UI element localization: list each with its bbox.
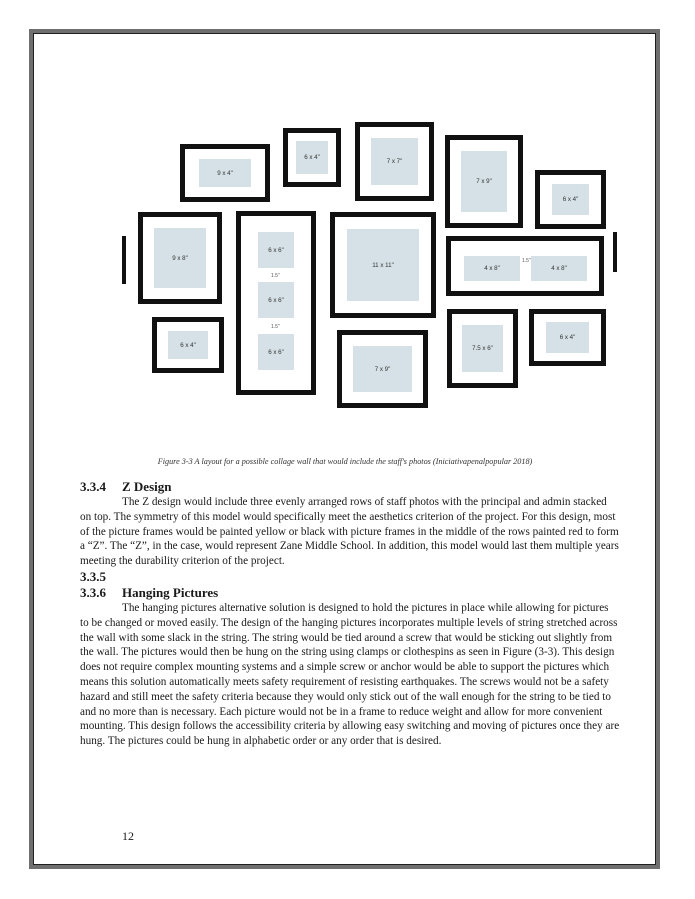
frame-size-label: 6 x 4" (304, 154, 320, 161)
section-heading (80, 585, 620, 601)
page-number: 12 (122, 829, 134, 843)
section-number: 3.3.4 (80, 479, 106, 494)
frame-size-label: 7 x 9" (476, 178, 492, 185)
frame-size-label: 6 x 6" (268, 348, 284, 356)
picture-frame (283, 128, 341, 187)
picture-frame (152, 317, 224, 373)
left-edge-frame (122, 236, 126, 284)
section-heading (80, 479, 620, 495)
right-edge-frame (613, 232, 617, 272)
gap-label: 1.5" (522, 258, 531, 264)
picture-frame (337, 330, 428, 408)
frame-size-label: 9 x 8" (172, 254, 188, 262)
picture-frame-wide (446, 236, 604, 296)
picture-frame (355, 122, 434, 201)
section-empty (80, 569, 620, 585)
section-number: 3.3.6 (80, 585, 106, 600)
gap-label: 1.5" (271, 324, 280, 330)
section-body: The hanging pictures alternative solution is designed to hold the pictures in place while allowing for pictures to be changed or moved easily. The design of the hanging pictures incorporates multiple levels of string stretched across the wall with some slack in the string. The string would be tied around a screw that would be sticking out slightly from the wall. The pictures would then be hung on the string using clamps or clothespins as seen in Figure (3-3). This design does not require complex mounting systems and a simple screw or anchor would be able to support the pictures which means this solution automatically meets safety requirement of resisting earthquakes. The screws would not be a safety hazard and still meet the safety criteria because they would only stick out of the wall enough for the string to be tied to and no more than is necessary. Each picture would not be in a frame to reduce weight and allow for more convenient mounting. This design follows the accessibility criteria by allowing easy switching and moving of pictures once they are hung. The pictures could be hung in alphabetic order or any order that is desired. (80, 602, 620, 748)
frame-size-label: 6 x 4" (559, 334, 576, 341)
picture-frame (180, 144, 270, 202)
picture-frame (138, 212, 222, 304)
frame-size-label: 4 x 8" (484, 265, 500, 272)
frame-size-label: 6 x 4" (562, 196, 579, 203)
picture-frame (529, 309, 606, 366)
picture-frame (445, 135, 523, 228)
frame-size-label: 7 x 9" (374, 365, 391, 373)
frame-size-label: 6 x 4" (180, 341, 196, 349)
section-heading (80, 569, 620, 585)
figure-caption: Figure 3-3 A layout for a possible collage wall that would include the staff's photos (Iniciativapenalpopular 2018) (157, 457, 533, 466)
picture-frame (330, 212, 436, 318)
frame-size-label: 6 x 6" (268, 296, 284, 304)
section-hanging-pictures (80, 585, 620, 749)
section-title: Hanging Pictures (122, 585, 219, 600)
picture-frame-tall (236, 211, 316, 395)
frame-size-label: 7 x 7" (386, 158, 403, 165)
frame-size-label: 11 x 11" (372, 261, 394, 269)
section-title: Z Design (122, 479, 172, 494)
frame-size-label: 9 x 4" (217, 169, 233, 177)
section-body: The Z design would include three evenly arranged rows of staff photos with the principal and admin stacked on top. The symmetry of this model would specifically meet the aesthetics criterion of the project. For this design, most of the picture frames would be painted yellow or black with picture frames in the middle of the rows painted red to form a “Z”. The “Z”, in the case, would represent Zane Middle School. In addition, this model would last them multiple years meeting the durability criterion of the project. (80, 496, 619, 568)
frame-size-label: 4 x 8" (551, 265, 567, 272)
gap-label: 1.5" (271, 273, 280, 279)
frame-size-label: 6 x 6" (268, 246, 284, 254)
picture-frame (447, 309, 518, 388)
frame-size-label: 7.5 x 6" (472, 345, 493, 352)
section-z-design (80, 479, 620, 569)
section-number: 3.3.5 (80, 569, 106, 584)
picture-frame (535, 170, 606, 229)
